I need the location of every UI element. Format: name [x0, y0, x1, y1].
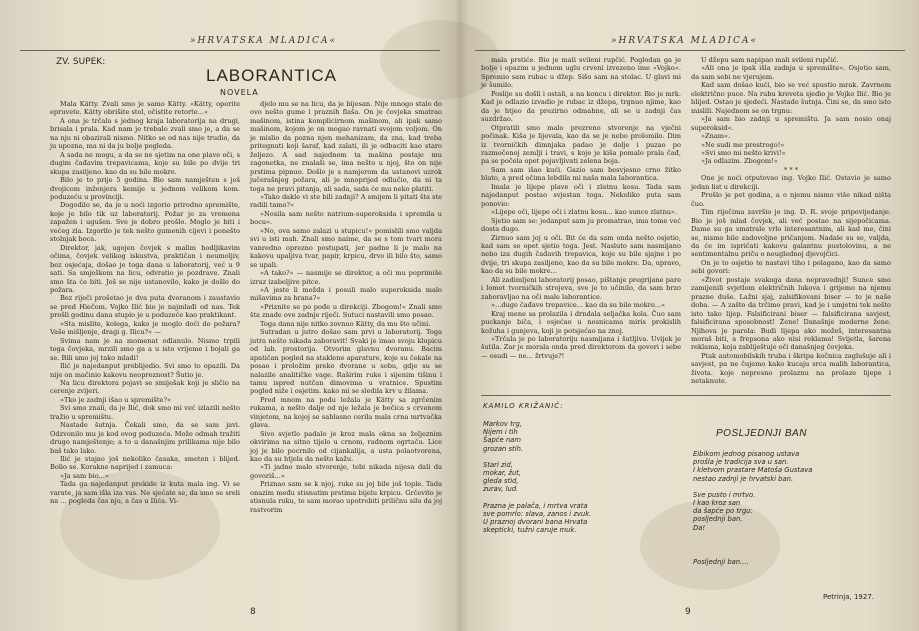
paragraph: »Sta mislite, kolega, kako je moglo doći do požara? Vaše mišljenje, dragi g. Ilicu?« — — [50, 319, 240, 337]
stanza — [693, 491, 873, 532]
paragraph: Sivo svjetlo padalo je kroz mala okna sa željeznim okvirima na sitno tijelo u crnom, radnom ogrtaču. Lice joj je bilo pocrnilo od cijankalija, a usta polaotvorena, kao da su htjela da nešto kažu. — [250, 429, 442, 464]
paragraph: Otpratili smo malo prezreno stvorenje na vječni počinak. Kiša je lijevala, kao da se je nebo prolomilo. Dim iz tvorničkih dimnjaka padao je dolje i puzao po razmočenoj zemlji i travi, s koje je kiša pomalo prala čađ, pa se počela opet pojavljivati zelena boja. — [481, 123, 681, 166]
stanza — [483, 420, 613, 453]
header-rule — [20, 50, 440, 51]
page-number: 9 — [685, 607, 691, 617]
poem-line: Šapće nam — [483, 436, 521, 445]
paragraph: A sada ne mogu, a da se ne sjetim na one plave oči, s dugim čađavim trepavicama, koje su bile po dvije tri skupa zasiljeno. kao da su bile mokre. — [50, 150, 240, 176]
author-name: ZV. SUPEK: — [56, 57, 106, 67]
paragraph: U džepu sam napipao mali svileni rupčić. — [701, 56, 839, 64]
paragraph: »Ja odlazim. Zbogom!« — [701, 157, 778, 166]
poem-line: grozan stih. — [483, 444, 524, 453]
poem-line: nestao zadnji je hrvatski ban. — [693, 474, 794, 483]
paragraph: Pred mnom na podu ležala je Kätty sa zgrčenim rukama, a nešto dalje od nje ležala je bočica s crvenom vinjetom, na kojoj se sablasno cerila mala crna mrtvačka glava. — [250, 395, 442, 430]
poem-line: posljednji ban. — [693, 515, 743, 524]
paragraph: One je noći otputovao ing. Vojko Ilić. Ostavio je samo jedan list u direkciji. — [691, 174, 891, 191]
paragraph: Sutradan u jutro došao sam prvi u laboratorij. Toga jutra nešto nikada zaboravit! Svaki je imao svoju klupicu od lab. prostorija. Otvorim glavnu dvoranu. Bacim apatičan pogled na staklene aparature, koje su čekale na posao i proložim preko dvorane u sobu, gdje su se nalazile analitičke vage. Raširim ruke i sijenim tišinu i tamu ispred nutčan dimovima u vratnice. Spustim pogled niže i osjetim. kako mi se sledila krv u žilama. — [250, 328, 442, 396]
paragraph: Tada ga najedanput prekide iz kuta mala ing. Vi se varate, ja sam išla iza vas. Ne sjećate se, da smo se sreli na ... pogleda čas nju, a čas u Ilića. Vi- — [50, 480, 240, 506]
paragraph: »A jeste li možda i posuli malo superoksida malo mišavima za hrana?« — [250, 285, 442, 303]
paragraph: Sjetio sam se: jedanput sam ju promatrao, ima tome već dosta dugo. — [481, 216, 681, 234]
poem-closing-line: Posljednji ban.... — [693, 558, 749, 566]
poem-line: I kao kroz san — [693, 499, 741, 508]
poem-line: zurav, lud. — [483, 485, 519, 494]
poem-posljednji-ban — [693, 450, 873, 540]
poem-line: Markov trg, — [483, 420, 523, 428]
paragraph: Svi smo znali, da je Ilić, dok smo mi već izlazili nešto tražio u spremištu. — [50, 404, 240, 421]
poem-line: U praznoj dvorani bana Hrvata — [483, 518, 588, 527]
paragraph: Zirnuo sam joj u oči. Bit će da sam onda nešto osjetio, kad sam se opet sjetio toga. Jest. Nasluto sam nasmijano nebo iza dugih čađavih trepavica, koje su bile sjajne i po dvije, tri skupa zasiljeno, kao da su bile mokre. Da, upravo, kao da su bile mokre... — [481, 233, 681, 276]
poem-line: sve pomrlo: slava, zanos i zvuk. — [483, 509, 592, 518]
paragraph: Imala je lijepe plave oči i zlatnu kosu. Tada sam najedanput postao svjestan toga. Nekoliko puta sam ponovio: — [481, 182, 681, 208]
paragraph: »No, ova samo zalazi u stupicu!« pomislili smo valjda svi u isti mah. Znali smo naime, da se s tom tvari mora vanredno oprezno postupati, jer padne li je malo na kakovu upaljiva tvar, papir, krpicu, drvo ili bilo što, samo se upali. — [250, 226, 442, 269]
paragraph: Kad sam došao kući, bio se već spustio mrak. Zavrnem električno puce. Na rubu kreveta sjedio je Vojko Ilić. Bio je blijed. Ostao je sjedeći. Nastade šutnja. Čini se, da smo isto mislili. Najednom se on trgnu: — [691, 81, 891, 115]
paragraph: »Tako dakle vi ste bili zadnji? A smijem li pitati šta ste radili tamo?« — [250, 192, 442, 210]
paragraph: mala prstiće. Bio je mali svileni rupčić. Poglodan ga je bolje i opazim u jednom uglu crveni izvezeno ime »Vojko«. Spremio sam rubac u džep. Sišo sam na stolac. U glavi mi je šumilo. — [481, 56, 681, 90]
poem-title: POSLJEDNJI BAN — [716, 428, 807, 439]
paragraph: Ali zadimljeni laboratorij posao, pištanje pregrijane pare i lomot tvorničkih strojeva, sve je to učinilo, da sam brzo zaboravljao na oči male laborantice. — [481, 275, 681, 301]
poem-line: Nijem i tih — [483, 428, 518, 437]
text-column-1 — [50, 100, 240, 620]
paragraph: »Lijepe oči, lijepe oči i zlatnu kosu... kao sunce zlatnu«. — [491, 208, 678, 217]
poem-line: Prazna je palača, i mrtva vrata — [483, 501, 588, 510]
left-page — [0, 0, 459, 631]
paragraph: »A tako?« — nasmije se direktor, a oči mu poprimiše izraz izabeljive pitce. — [250, 269, 442, 286]
header-rule — [475, 50, 905, 51]
paragraph: »Tko je zadnji išao u spremište?« — [60, 395, 172, 404]
paragraph: Na licu direktora pojavi se smiješak koji je sličio na cerenje zvijeri. — [50, 378, 240, 396]
text-column-1 — [481, 56, 681, 396]
paragraph: Tim riječima završio je ing. D. R. svoje pripovijedanje. Bio je još mlad čovjek, ali već postao na sijepočicama. Dame su ga smatrale vrlo interesantnim, ali kad me, čini se, nismo bile zadovoljne pričanjem. Nadale su se, valjda, da će im ispričati kakovu galantnu pustolovinu, a ne sentimentalnu priču o neuglednoj djevojčici. — [691, 208, 891, 259]
poem-line: I kletvom prastare Matoša Gustava — [693, 466, 813, 475]
paragraph: Prošlo je pet godina, a o njemu nismo više nikad ništa čuo. — [691, 191, 891, 208]
poem-markov-trg — [483, 420, 613, 542]
paragraph: Kraj mene sa prolazila i drndala seljačka kola. Čuo sam puckanje biča, i osjećao u nosnicama miris prokislih kožuha i gunjeva, koji je potsjećao na znoj. — [481, 309, 681, 335]
place-date: Petrinja, 1927. — [823, 593, 875, 601]
paragraph: Ilić je stajao još nekoliko časaka, smeten i blijed. Bolio se. Korakne naprijed i zamuca: — [50, 455, 240, 472]
paragraph: »Priznite se po pođe u direkciji. Zbogom!« Znali smo šta znade ove zadnje riječi. Sutuci nastavili smo posao. — [250, 302, 442, 320]
paragraph: A ona je trčala s jednog kraja laboratorija na drugi, brisala i prala. Kad nam je trebalo zvali smo je, a da se na nju ni obazirali nismo. Nitko se od nas nije trudio, da ju upozna, ma ni da ju bolje pogleda. — [50, 116, 240, 151]
poem-line: prošla je tradicija sva u san. — [693, 458, 789, 467]
paragraph: »Ne sudi me prestrogo!« — [701, 140, 785, 149]
text-column-2 — [250, 100, 442, 605]
paragraph: Priznao sam se k njoj, ruke su joj bile još tople. Tada onazim među stisnutim prstima bijelu krpicu. Grčevito je stisnula ruku, te sam morao upotrebiti priličnu silu da joj rastvorim — [250, 480, 442, 514]
paragraph: Svima nam je na momenat odlanulo. Nismo trpili toga čovjeka, mrzili smo ga a u isto vrijeme i bojali ga se. Bili smo joj tako mladi! — [50, 336, 240, 362]
paragraph: »Život postaje svakoga dana nepravednji! Sunce smo zamijenili svjetlom električnih lukova i grijemo na njemu prazne duše. Lažni sjaj, zalsifikovani biser — to je naše doba. — A zašto da trčimo pravi, kad je i umjetni tek nešto isto tako lijep. Falsificirani biser — falsificirana savjest, falsificirana sposobnost! Žene! Današnje moderne žene. Njihova je parola: Budi lijepa ako možeš, interesantna moraš biti, a frepsona ako nisi reklama! Svijetla, šarena reklama, koja zabliještuje oči današnjeg čovjeka. — [691, 275, 891, 352]
paragraph: »Trčala je po laboratoriju nasmijana i šutljiva. Uvijek je šutila. Zar je morala onda pred direktorom da govori i sebe — osudi — ne... žrtvuje?! — [481, 334, 681, 360]
paragraph: Bilo je to prije 5 godina. Bio sam namješten s još dvojicom inženjera kemije u jednom velikom kom. poduzeću u provinciji. — [50, 176, 240, 201]
paragraph: Ilić je najedanput problijedio. Svi smo to opazili. Da nije on mačinio kakovu neopreznost? Šutio je. — [50, 362, 240, 379]
stanza — [483, 461, 613, 494]
paragraph: »Nosila sam nešto natrium-superoksida i spremila u bocu«. — [250, 209, 442, 227]
paragraph: Mala Kätty. Zvali smo je samo Kätty. »Kätty, operite epruvete. Kätty obrišite stol, očistite retorte...« — [50, 100, 240, 117]
running-head: »HRVATSKA MLADICA« — [190, 36, 337, 46]
poem-line: Eibikom jednog pisanog ustava — [693, 450, 800, 458]
stanza — [483, 502, 613, 535]
poem-line: gleda stid, — [483, 477, 519, 486]
section-rule — [481, 395, 891, 396]
paragraph: djelo mu se na licu, da je bijesan. Nije mnogo stalo do ovo nešto gume i praznih flaša. On je čovjeka smatrao mašinom, istina komplicirnom mašinom, ali ipak samo mašinom, kojom je on mogao ravnati svojom voljom. On je mislio da pozna njen mehanizam, da zna, kad treba pritegnuti koji šaraf, kad zalati, ili je odbaciti kao staro željezo. A sad najednom ta mašina postaje mu zagonetka, ne znalaši se, ima nešto u njoj, što on nije prstima pipnuo. Došlo je s namjerom da ustanovi uzrok jučerašnjeg požara, ali je mnoprijed odlučio, da ni ta toga ne pravi pitanja, ali sada, sada će mu neko platiti. — [250, 100, 442, 193]
paragraph: »Ali ona je ipak išla zadnja u spremište«. Osjetio sam, da sam sebi ne vjerujem. — [691, 64, 891, 81]
paragraph: Sam sam išao kući. Gazio sam besvjesno crno žitko blato, a pred očima lebdila mi naša mala laborantica. — [481, 165, 681, 183]
poem-line: Sve pusto i mrtvo. — [693, 490, 756, 499]
poem-line: Stari zid, — [483, 460, 513, 469]
paragraph: Dogodilo se, da je u noći izgorio prirodno spremište, koje je bilo tik uz laboratorij. Požar je za vremena zapažen i ugušen. Sve je dobro prošlo. Moglo je biti i većeg zla. Izgorilo je tek nešto gumenih cijevi i ponešto stolnjak boca. — [50, 201, 240, 244]
poet-name: KAMILO KRIŽANIĆ: — [483, 402, 564, 410]
paragraph: »Ja sam bio...« — [60, 471, 109, 480]
poem-line: da šapće po trgu: — [693, 507, 753, 516]
paragraph: »Ja sam bio zadnji u spremištu. Ja sam nosio onaj superoksid«. — [691, 115, 891, 132]
paragraph: Nastade šutnja. Čekali smo, da se sam javi. Odzvonilo mu je kod ovog poduzeća. Može odmah tražiti drugo namještenje; a to u današnjim prilikama nije bilo baš tako lako. — [50, 421, 240, 455]
story-subtitle: NOVELA — [220, 88, 259, 97]
paragraph: Toga dana nije nitko zovnuo Kätty, da mu što učini. — [260, 319, 431, 328]
paragraph: »...duge čađave trepavice... kao da su bile mokre...« — [491, 301, 666, 310]
paragraph: »Svi smo mi nešto krivi!« — [701, 148, 786, 157]
paragraph: Direktor, jak, ugojen čovjek s malim hodljikavim očima, čovjek velikog iskustva, praktičan i neumoljiv, bez osjećaja, došao je toga dana u laboratorij, već u 9 sati. Sa smješkom na licu, odvratio je pozdrave. Znali smo šta će biti. Još se nije ustanovilo, kako je došlo do požara. — [50, 243, 240, 294]
stanza — [693, 450, 873, 483]
paragraph: Poslije su došli i ostali, a na koncu i direktor. Bio je mrk. Kad je odlazio izvadio je rubac iz džepa, trgnuo njime, kao da je htjeo da prezirno odmahne, ali se u zadnji čas suzdržao. — [481, 89, 681, 124]
story-title: LABORANTICA — [206, 66, 337, 85]
text-column-2 — [691, 56, 891, 386]
poem-line: skepticki, tužni caruje muk. — [483, 526, 577, 535]
paragraph: Bez riječi prošetao je dva puta dvoranom i zaustavio se pred Hiečom. Vojko Ilić bio je najmlađi od nas. Tek prošli godinu dana stupio je u poduzeće kao praktikant. — [50, 294, 240, 320]
paragraph: Ptak automobilskih truba i škripa kočnica zaglušuje ali i savjest, pa ne čujemo kako kucaju srca malih laborantica, života. koje nepresno prolaznu na prolaze lijepe i netaknute. — [691, 351, 891, 386]
running-head: »HRVATSKA MLADICA« — [611, 36, 758, 46]
paragraph: »Ti jadno malo stvorenje, tebi nikada nijesa dali da govoriš...« — [250, 463, 442, 480]
poem-line: Da! — [693, 523, 706, 532]
right-page — [461, 0, 919, 631]
page-number: 8 — [250, 607, 256, 617]
paragraph: On je to osjetio te nastavi tiho i polagano, kao da samo sebi govori: — [691, 258, 891, 276]
paragraph: »Znam«. — [701, 132, 731, 141]
poem-line: mokar, žut, — [483, 469, 522, 478]
paragraph: * * * — [783, 165, 799, 174]
